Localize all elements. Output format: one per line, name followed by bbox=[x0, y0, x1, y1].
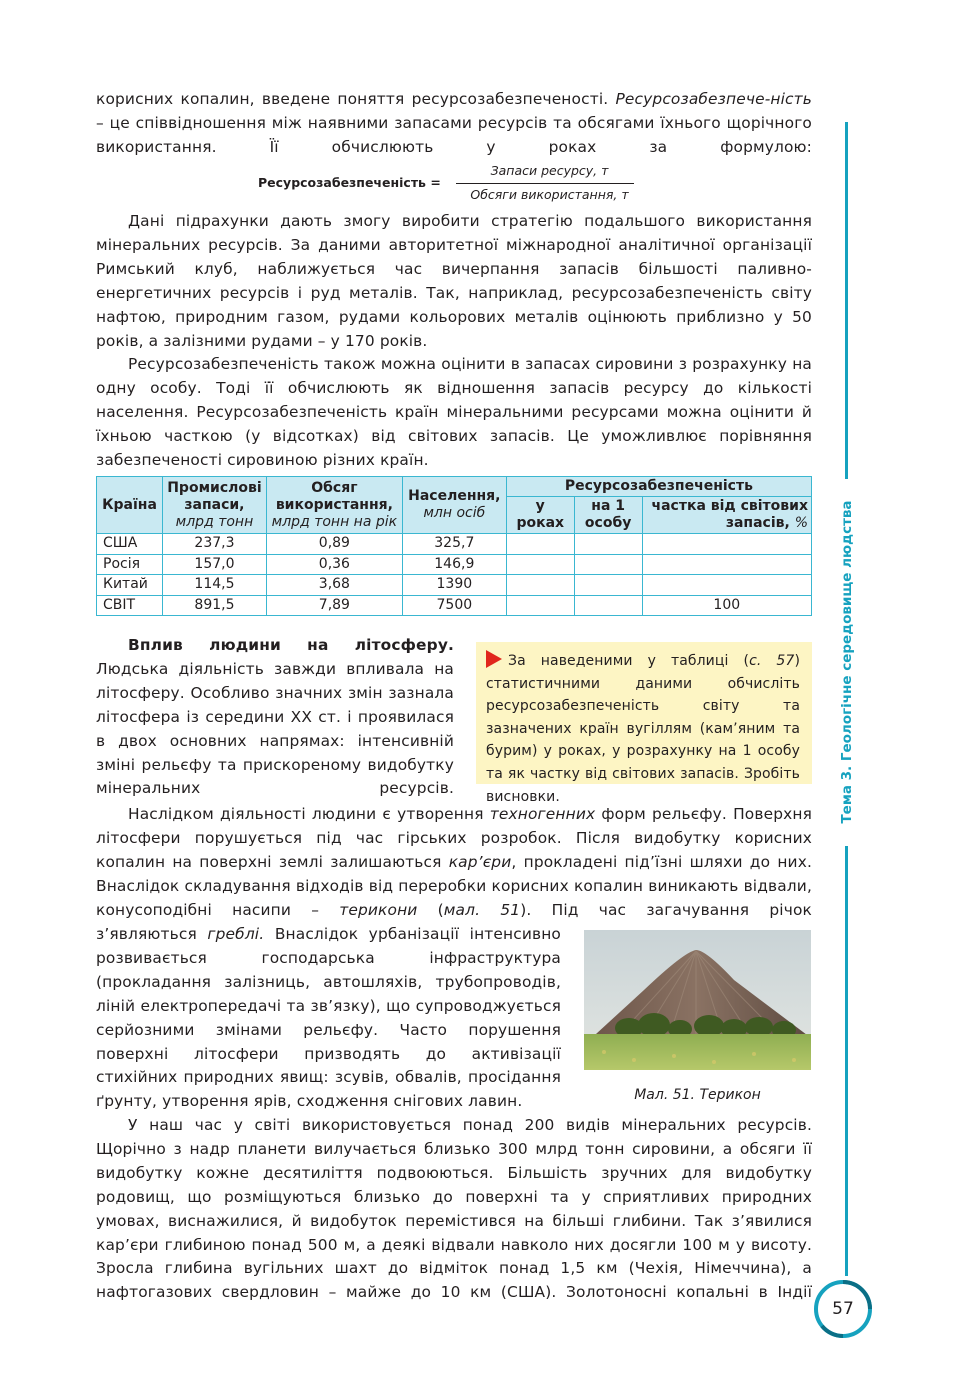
table-row bbox=[97, 595, 812, 616]
topic-title: Тема 3. Геологічне середовище людства bbox=[839, 500, 855, 824]
cell-share: 100 bbox=[642, 595, 811, 616]
cell-reserves: 114,5 bbox=[162, 575, 266, 596]
cell-usage: 7,89 bbox=[266, 595, 402, 616]
page-number-badge bbox=[812, 1278, 874, 1340]
formula-numerator: Запаси ресурсу, т bbox=[490, 163, 609, 178]
cell-usage: 3,68 bbox=[266, 575, 402, 596]
table-row bbox=[97, 534, 812, 555]
cell-country: США bbox=[97, 534, 163, 555]
table-row bbox=[97, 554, 812, 575]
cell-population: 1390 bbox=[402, 575, 506, 596]
cell-years bbox=[506, 575, 574, 596]
page-number: 57 bbox=[832, 1299, 854, 1319]
cell-country: Росія bbox=[97, 554, 163, 575]
task-box bbox=[476, 642, 812, 805]
cell-years bbox=[506, 595, 574, 616]
intro-text-b: – це співвідношення між наявними запасами ресурсів та обсягами їхнього щорічного використання. Її обчислюють у роках за формулою: bbox=[96, 113, 812, 156]
term-technogenic: техногенних bbox=[489, 805, 596, 823]
cell-usage: 0,36 bbox=[266, 554, 402, 575]
intro-text-a: корисних копалин, введене поняття ресурсозабезпеченості. bbox=[96, 90, 616, 108]
section-heading: Вплив людини на літосферу. bbox=[128, 636, 454, 654]
term-dams: греблі. bbox=[207, 925, 265, 943]
term-terrikons: терикони bbox=[339, 900, 418, 919]
cell-reserves: 157,0 bbox=[162, 554, 266, 575]
section-text: Людська діяльність завжди впливала на літосферу. Особливо значних змін зазнала літосфера із середини ХХ ст. і проявилася в двох основних напрямах: інтенсивній зміні рельєфу та прискореному видобутку мінеральних ресурсів. bbox=[96, 659, 454, 798]
header-years: у роках bbox=[506, 497, 574, 534]
cell-share bbox=[642, 575, 811, 596]
header-usage: Обсяг використання, млрд тонн на рік bbox=[266, 477, 402, 534]
section-lithosphere bbox=[96, 634, 454, 801]
cell-reserves: 237,3 bbox=[162, 534, 266, 555]
cell-country: СВІТ bbox=[97, 595, 163, 616]
cell-per-person bbox=[574, 595, 642, 616]
term-quarries: кар’єри bbox=[448, 852, 512, 871]
header-population: Населення, млн осіб bbox=[402, 477, 506, 534]
cell-share bbox=[642, 534, 811, 555]
side-band-line-bottom bbox=[845, 846, 848, 1276]
term-resource-availability: Ресурсозабезпече-ність bbox=[615, 90, 812, 108]
cell-per-person bbox=[574, 534, 642, 555]
cell-per-person bbox=[574, 575, 642, 596]
paragraph-urbanization: з’являються греблі. Внаслідок урбанізації інтенсивно розвивається господарська інфраструктура (прокладання залізниць, автошляхів, трубопроводів, ліній електропередачі та зв’язку), що супроводжується серйозними змінами рельєфу. Часто порушення поверхні літосфери призводять до активізації стихійних природних явищ: зсувів, обвалів, просідання ґрунту, утворення ярів, сходження снігових лавин. bbox=[96, 925, 561, 1111]
terrikon-photo bbox=[584, 930, 811, 1070]
task-text-b: ) статистичними даними обчисліть ресурсозабезпеченість світу та зазначених країн вугіллям (кам’яним та бурим) у роках, у розрахунку на 1 особу та як частку від світових запасів. Зробіть висновки. bbox=[486, 653, 800, 805]
task-page-ref: с. 57 bbox=[749, 653, 795, 669]
cell-country: Китай bbox=[97, 575, 163, 596]
header-reserves: Промислові запаси, млрд тонн bbox=[162, 477, 266, 534]
cell-reserves: 891,5 bbox=[162, 595, 266, 616]
side-band-line-top bbox=[845, 122, 848, 479]
cell-usage: 0,89 bbox=[266, 534, 402, 555]
paragraph-technogenic: Наслідком діяльності людини є утворення техногенних форм рельєфу. Поверхня літосфери порушується під час гірських розробок. Після видобутку корисних копалин на поверхні землі залишаються кар’єри, прокладені під’їзні шляхи до них. Внаслідок складування відходів від переробки корисних копалин виникають відвали, конусоподібні насипи – терикони (мал. 51). Під час загачування річок bbox=[96, 805, 813, 919]
table-row bbox=[97, 575, 812, 596]
terrikon-illustration bbox=[584, 930, 811, 1070]
figure-ref: мал. 51 bbox=[443, 900, 521, 919]
table-header-row bbox=[97, 477, 812, 497]
cell-population: 325,7 bbox=[402, 534, 506, 555]
header-country: Країна bbox=[97, 477, 163, 534]
formula-denominator: Обсяги використання, т bbox=[470, 187, 629, 202]
paragraph-strategy: Дані підрахунки дають змогу виробити стратегію подальшого використання мінеральних ресурсів. За даними авторитетної міжнародної аналітичної організації Римський клуб, наближується час вичерпання запасів більшості паливно-енергетичних ресурсів і руд металів. Так, наприклад, ресурсозабезпеченість світу нафтою, природним газом, рудами кольорових металів оцінюють приблизно у 50 років, а залізними рудами – у 170 років. bbox=[96, 212, 812, 350]
cell-per-person bbox=[574, 554, 642, 575]
cell-years bbox=[506, 534, 574, 555]
formula-lhs: Ресурсозабезпеченість = bbox=[258, 175, 441, 190]
cell-population: 7500 bbox=[402, 595, 506, 616]
paragraph-per-capita: Ресурсозабезпеченість також можна оцінити в запасах сировини з розрахунку на одну особу. Тоді її обчислюють як відношення запасів ресурсу до кількості населення. Ресурсозабезпеченість країн мінеральними ресурсами можна оцінити й їхньою часткою (у відсотках) від світових запасів. Це уможливлює порівняння забезпеченості сировиною різних країн. bbox=[96, 355, 812, 469]
header-per-person: на 1 особу bbox=[574, 497, 642, 534]
cell-share bbox=[642, 554, 811, 575]
header-share: частка від світових запасів, % bbox=[642, 497, 811, 534]
cell-population: 146,9 bbox=[402, 554, 506, 575]
resource-formula bbox=[258, 163, 648, 209]
header-resource-group: Ресурсозабезпеченість bbox=[506, 477, 811, 497]
figure-caption: Мал. 51. Терикон bbox=[634, 1087, 761, 1103]
intro-paragraph bbox=[96, 88, 812, 160]
task-marker-icon bbox=[486, 650, 502, 668]
formula-fraction-bar bbox=[456, 183, 634, 184]
cell-years bbox=[506, 554, 574, 575]
task-text-a: За наведеними у таблиці ( bbox=[508, 653, 750, 669]
resource-table bbox=[96, 476, 812, 616]
paragraph-mining-depth: У наш час у світі використовується понад 200 видів мінеральних ресурсів. Щорічно з надр планети вилучається близько 300 млрд тонн сировини, а обсяги її видобутку кожне десятиліття подвоюються. Більшість зручних для видобутку родовищ, що розміщуються близько до поверхні та у сприятливих природних умовах, виснажилися, й видобуток перемістився на більші глибини. Так з’явилися кар’єри глибиною понад 500 м, а деякі відвали навколо них досягли 100 м у висоту. Зросла глибина вугільних шахт до відміток понад 1,5 км (Чехія, Німеччина), а нафтогазових свердловин – майже до 10 км (США). Золотоносні копальні в Індії bbox=[96, 1116, 812, 1302]
